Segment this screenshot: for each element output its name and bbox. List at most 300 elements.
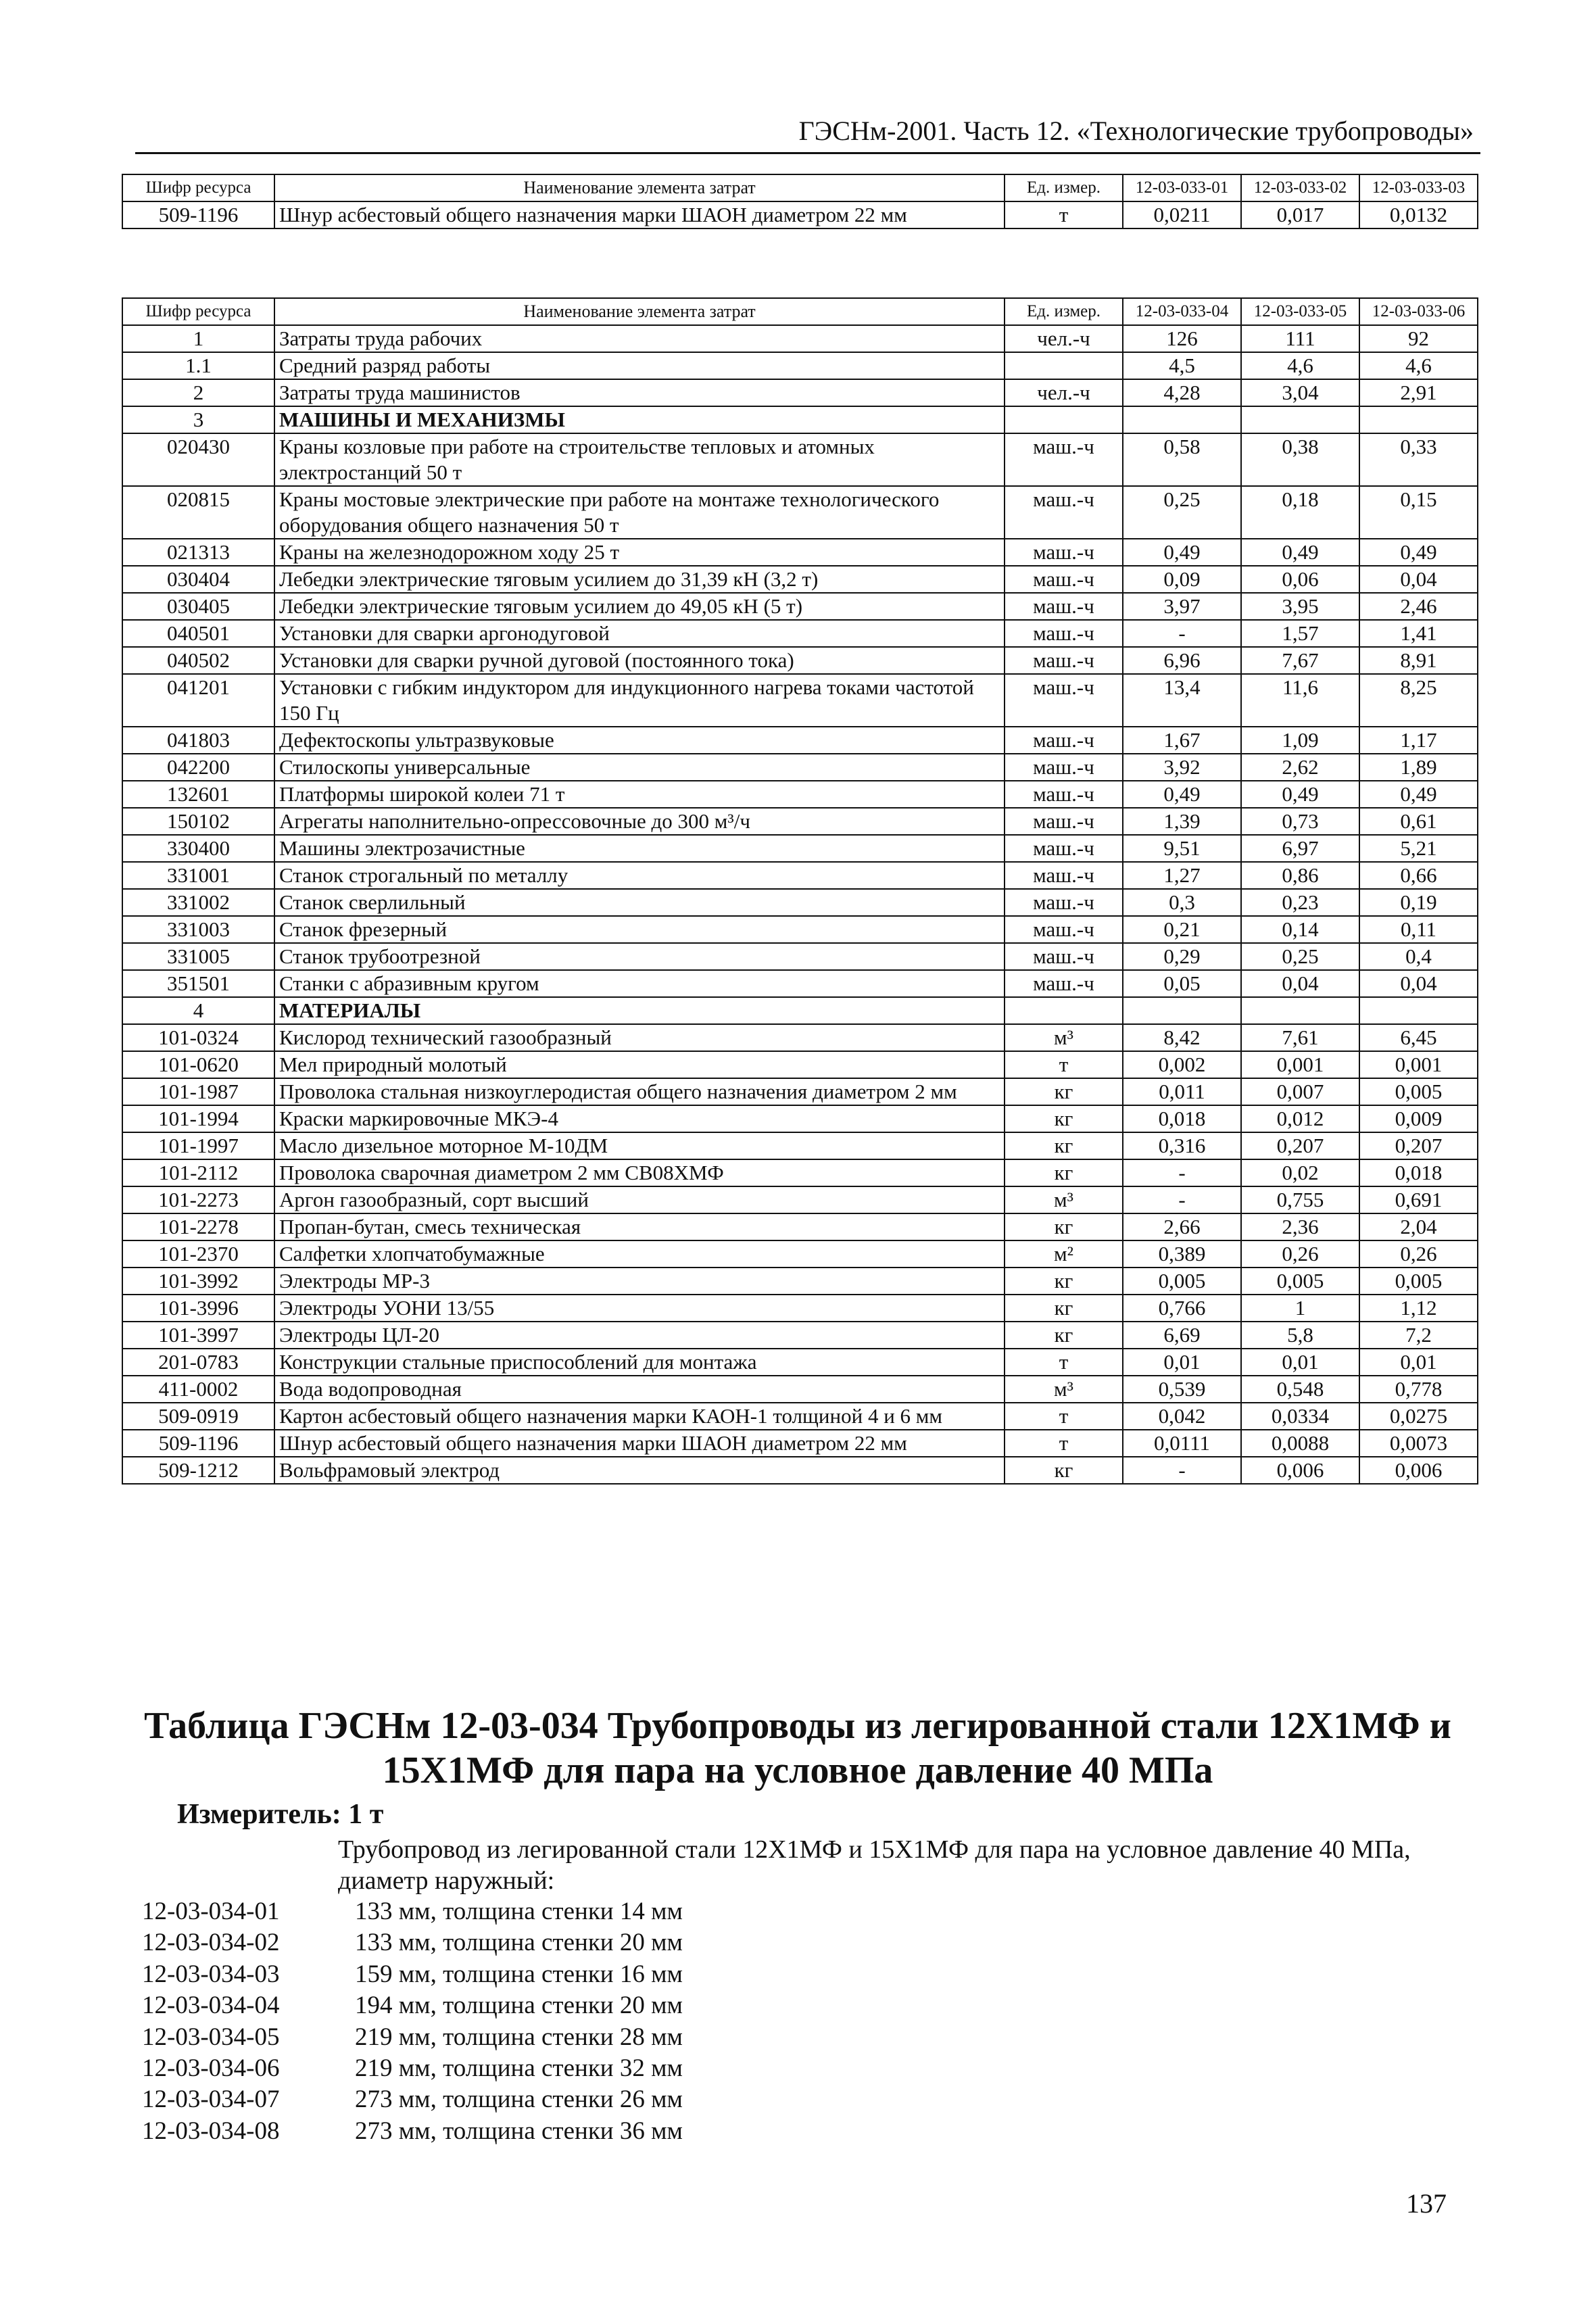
- row-value: 0,006: [1241, 1457, 1359, 1484]
- row-value: 5,8: [1241, 1322, 1359, 1349]
- row-code: 331002: [122, 889, 274, 916]
- table-row: [122, 835, 1478, 862]
- row-code: 351501: [122, 970, 274, 997]
- table-row: [122, 1186, 1478, 1213]
- row-value: -: [1123, 1457, 1241, 1484]
- running-header: ГЭСНм-2001. Часть 12. «Технологические трубопроводы»: [798, 116, 1474, 146]
- row-code: 331003: [122, 916, 274, 943]
- row-value: 0,38: [1241, 433, 1359, 486]
- row-unit: т: [1005, 1051, 1123, 1078]
- row-value: 0,09: [1123, 566, 1241, 593]
- row-value: 1: [1241, 1295, 1359, 1322]
- row-value: 0,49: [1123, 539, 1241, 566]
- row-value: 0,0132: [1359, 201, 1478, 228]
- row-value: 0,49: [1359, 781, 1478, 808]
- header-col-1: 12-03-033-01: [1123, 174, 1241, 201]
- row-value: [1359, 406, 1478, 433]
- table-row: [122, 1268, 1478, 1295]
- row-value: 4,6: [1359, 352, 1478, 379]
- row-name: Стилоскопы универсальные: [274, 754, 1005, 781]
- row-code: 042200: [122, 754, 274, 781]
- row-value: -: [1123, 1159, 1241, 1186]
- row-code: 041201: [122, 674, 274, 727]
- row-value: 92: [1359, 325, 1478, 352]
- row-value: 6,69: [1123, 1322, 1241, 1349]
- row-value: 0,01: [1123, 1349, 1241, 1376]
- row-value: 0,0334: [1241, 1403, 1359, 1430]
- row-unit: м²: [1005, 1240, 1123, 1268]
- row-name: Пропан-бутан, смесь техническая: [274, 1213, 1005, 1240]
- row-name: Салфетки хлопчатобумажные: [274, 1240, 1005, 1268]
- page-number: 137: [1406, 2188, 1447, 2219]
- row-value: 0,005: [1359, 1078, 1478, 1105]
- row-unit: [1005, 997, 1123, 1024]
- row-value: 0,005: [1359, 1268, 1478, 1295]
- row-code: 101-1987: [122, 1078, 274, 1105]
- section-row: [122, 997, 1478, 1024]
- row-code: 1: [122, 325, 274, 352]
- row-code: 101-1997: [122, 1132, 274, 1159]
- row-code: 030405: [122, 593, 274, 620]
- table-row: [122, 1295, 1478, 1322]
- row-unit: маш.-ч: [1005, 593, 1123, 620]
- table-row: [122, 1051, 1478, 1078]
- row-value: 0,29: [1123, 943, 1241, 970]
- row-unit: чел.-ч: [1005, 379, 1123, 406]
- item-text: 219 мм, толщина стенки 28 мм: [355, 2023, 683, 2051]
- row-unit: маш.-ч: [1005, 620, 1123, 647]
- measure-unit: Измеритель: 1 т: [177, 1799, 384, 1830]
- row-value: 0,25: [1123, 486, 1241, 539]
- row-value: 0,018: [1359, 1159, 1478, 1186]
- item-code: 12-03-034-08: [142, 2117, 280, 2145]
- row-unit: маш.-ч: [1005, 539, 1123, 566]
- table-row: [122, 325, 1478, 352]
- row-value: 3,92: [1123, 754, 1241, 781]
- row-value: 0,49: [1241, 781, 1359, 808]
- item-text: 273 мм, толщина стенки 36 мм: [355, 2117, 683, 2145]
- row-unit: кг: [1005, 1105, 1123, 1132]
- row-value: 0,778: [1359, 1376, 1478, 1403]
- row-code: 330400: [122, 835, 274, 862]
- row-value: 0,15: [1359, 486, 1478, 539]
- row-value: 8,25: [1359, 674, 1478, 727]
- row-unit: кг: [1005, 1078, 1123, 1105]
- row-name: Картон асбестовый общего назначения марки КАОН-1 толщиной 4 и 6 мм: [274, 1403, 1005, 1430]
- row-value: 1,39: [1123, 808, 1241, 835]
- row-value: 2,66: [1123, 1213, 1241, 1240]
- row-value: 0,389: [1123, 1240, 1241, 1268]
- row-code: 101-2273: [122, 1186, 274, 1213]
- row-code: 1.1: [122, 352, 274, 379]
- row-value: 1,12: [1359, 1295, 1478, 1322]
- header-name: Наименование элемента затрат: [274, 174, 1005, 201]
- row-value: 0,001: [1359, 1051, 1478, 1078]
- row-value: 2,04: [1359, 1213, 1478, 1240]
- row-name: Средний разряд работы: [274, 352, 1005, 379]
- row-unit: маш.-ч: [1005, 943, 1123, 970]
- list-item: [142, 1927, 683, 1958]
- table-row: [122, 1349, 1478, 1376]
- table-row: [122, 754, 1478, 781]
- row-value: 11,6: [1241, 674, 1359, 727]
- row-name: Станок трубоотрезной: [274, 943, 1005, 970]
- row-name: Агрегаты наполнительно-опрессовочные до 300 м³/ч: [274, 808, 1005, 835]
- row-unit: маш.-ч: [1005, 674, 1123, 727]
- row-value: 0,766: [1123, 1295, 1241, 1322]
- row-value: 0,61: [1359, 808, 1478, 835]
- row-value: 0,755: [1241, 1186, 1359, 1213]
- row-name: Масло дизельное моторное М-10ДМ: [274, 1132, 1005, 1159]
- header-name: Наименование элемента затрат: [274, 298, 1005, 325]
- row-unit: маш.-ч: [1005, 889, 1123, 916]
- row-value: 7,61: [1241, 1024, 1359, 1051]
- row-code: 020430: [122, 433, 274, 486]
- row-value: 0,007: [1241, 1078, 1359, 1105]
- row-value: 0,26: [1241, 1240, 1359, 1268]
- row-name: Вода водопроводная: [274, 1376, 1005, 1403]
- row-value: 0,58: [1123, 433, 1241, 486]
- row-code: 509-1212: [122, 1457, 274, 1484]
- row-unit: маш.-ч: [1005, 835, 1123, 862]
- row-value: 111: [1241, 325, 1359, 352]
- table-row: [122, 943, 1478, 970]
- row-value: 0,018: [1123, 1105, 1241, 1132]
- row-value: 0,3: [1123, 889, 1241, 916]
- row-unit: кг: [1005, 1457, 1123, 1484]
- row-unit: кг: [1005, 1322, 1123, 1349]
- list-item: [142, 2022, 683, 2053]
- table-row: [122, 1213, 1478, 1240]
- table-row: [122, 352, 1478, 379]
- table-row: [122, 1322, 1478, 1349]
- row-value: 13,4: [1123, 674, 1241, 727]
- header-code: Шифр ресурса: [122, 174, 274, 201]
- row-name: Краски маркировочные МКЭ-4: [274, 1105, 1005, 1132]
- table-row: [122, 916, 1478, 943]
- header-unit: Ед. измер.: [1005, 174, 1123, 201]
- row-code: 201-0783: [122, 1349, 274, 1376]
- row-unit: т: [1005, 1403, 1123, 1430]
- row-value: -: [1123, 620, 1241, 647]
- row-code: 101-2278: [122, 1213, 274, 1240]
- row-code: 101-0620: [122, 1051, 274, 1078]
- row-value: 0,11: [1359, 916, 1478, 943]
- row-name: Электроды ЦЛ-20: [274, 1322, 1005, 1349]
- row-code: 3: [122, 406, 274, 433]
- row-unit: маш.-ч: [1005, 433, 1123, 486]
- row-value: 0,0088: [1241, 1430, 1359, 1457]
- row-name: Краны на железнодорожном ходу 25 т: [274, 539, 1005, 566]
- item-list: [142, 1896, 683, 2147]
- row-value: 1,89: [1359, 754, 1478, 781]
- row-code: 101-2112: [122, 1159, 274, 1186]
- row-value: 2,36: [1241, 1213, 1359, 1240]
- row-name: МАШИНЫ И МЕХАНИЗМЫ: [274, 406, 1005, 433]
- table-row: [122, 1159, 1478, 1186]
- row-value: 0,0073: [1359, 1430, 1478, 1457]
- row-name: Установки с гибким индуктором для индукционного нагрева токами частотой 150 Гц: [274, 674, 1005, 727]
- row-code: 101-2370: [122, 1240, 274, 1268]
- section-row: [122, 406, 1478, 433]
- row-name: Шнур асбестовый общего назначения марки ШАОН диаметром 22 мм: [274, 201, 1005, 228]
- item-code: 12-03-034-03: [142, 1960, 280, 1988]
- row-unit: маш.-ч: [1005, 727, 1123, 754]
- row-value: 0,011: [1123, 1078, 1241, 1105]
- row-name: Станок строгальный по металлу: [274, 862, 1005, 889]
- row-value: 3,04: [1241, 379, 1359, 406]
- row-name: Установки для сварки аргонодуговой: [274, 620, 1005, 647]
- row-value: [1123, 997, 1241, 1024]
- row-value: 0,0211: [1123, 201, 1241, 228]
- row-unit: т: [1005, 201, 1123, 228]
- row-value: 3,97: [1123, 593, 1241, 620]
- row-value: 0,19: [1359, 889, 1478, 916]
- row-name: Краны козловые при работе на строительстве тепловых и атомных электростанций 50 т: [274, 433, 1005, 486]
- table-row: [122, 1376, 1478, 1403]
- row-value: 1,67: [1123, 727, 1241, 754]
- list-item: [142, 1990, 683, 2021]
- row-code: 509-1196: [122, 201, 274, 228]
- row-value: 0,548: [1241, 1376, 1359, 1403]
- item-text: 133 мм, толщина стенки 20 мм: [355, 1929, 683, 1957]
- row-unit: маш.-ч: [1005, 486, 1123, 539]
- table-row: [122, 674, 1478, 727]
- row-unit: т: [1005, 1349, 1123, 1376]
- table-033-01-03: [122, 174, 1478, 229]
- row-unit: маш.-ч: [1005, 647, 1123, 674]
- row-code: 030404: [122, 566, 274, 593]
- table-row: [122, 201, 1478, 228]
- row-name: Лебедки электрические тяговым усилием до 49,05 кН (5 т): [274, 593, 1005, 620]
- row-value: 2,91: [1359, 379, 1478, 406]
- row-name: Затраты труда машинистов: [274, 379, 1005, 406]
- row-code: 150102: [122, 808, 274, 835]
- row-name: Аргон газообразный, сорт высший: [274, 1186, 1005, 1213]
- row-value: 0,02: [1241, 1159, 1359, 1186]
- table-row: [122, 1078, 1478, 1105]
- row-value: 0,05: [1123, 970, 1241, 997]
- row-code: 040501: [122, 620, 274, 647]
- table-033-04-06: [122, 297, 1478, 1485]
- row-value: 1,17: [1359, 727, 1478, 754]
- row-name: МАТЕРИАЛЫ: [274, 997, 1005, 1024]
- row-value: 2,46: [1359, 593, 1478, 620]
- row-code: 411-0002: [122, 1376, 274, 1403]
- row-value: 0,86: [1241, 862, 1359, 889]
- row-value: 0,005: [1241, 1268, 1359, 1295]
- row-value: 0,23: [1241, 889, 1359, 916]
- table-row: [122, 727, 1478, 754]
- row-code: 2: [122, 379, 274, 406]
- row-value: 8,91: [1359, 647, 1478, 674]
- row-value: 1,27: [1123, 862, 1241, 889]
- row-code: 101-3997: [122, 1322, 274, 1349]
- table-row: [122, 1105, 1478, 1132]
- row-value: 0,49: [1241, 539, 1359, 566]
- list-item: [142, 1959, 683, 1990]
- row-value: 6,96: [1123, 647, 1241, 674]
- row-name: Проволока стальная низкоуглеродистая общего назначения диаметром 2 мм: [274, 1078, 1005, 1105]
- table-row: [122, 379, 1478, 406]
- row-name: Платформы широкой колеи 71 т: [274, 781, 1005, 808]
- row-value: 0,009: [1359, 1105, 1478, 1132]
- list-item: [142, 2053, 683, 2084]
- row-value: 8,42: [1123, 1024, 1241, 1051]
- row-unit: кг: [1005, 1159, 1123, 1186]
- row-code: 101-0324: [122, 1024, 274, 1051]
- table-row: [122, 862, 1478, 889]
- item-code: 12-03-034-02: [142, 1929, 280, 1957]
- header-code: Шифр ресурса: [122, 298, 274, 325]
- row-unit: маш.-ч: [1005, 862, 1123, 889]
- row-name: Дефектоскопы ультразвуковые: [274, 727, 1005, 754]
- row-value: 0,14: [1241, 916, 1359, 943]
- table-row: [122, 1403, 1478, 1430]
- header-col-2: 12-03-033-02: [1241, 174, 1359, 201]
- row-unit: [1005, 406, 1123, 433]
- header-col-4: 12-03-033-04: [1123, 298, 1241, 325]
- row-name: Краны мостовые электрические при работе на монтаже технологического оборудования общего назначения 50 т: [274, 486, 1005, 539]
- table-row: [122, 1240, 1478, 1268]
- row-unit: маш.-ч: [1005, 808, 1123, 835]
- row-code: 101-3992: [122, 1268, 274, 1295]
- row-unit: [1005, 352, 1123, 379]
- row-value: 126: [1123, 325, 1241, 352]
- row-value: 0,042: [1123, 1403, 1241, 1430]
- row-code: 101-1994: [122, 1105, 274, 1132]
- row-value: -: [1123, 1186, 1241, 1213]
- row-name: Станок фрезерный: [274, 916, 1005, 943]
- row-value: 0,0275: [1359, 1403, 1478, 1430]
- row-value: 9,51: [1123, 835, 1241, 862]
- row-value: 0,002: [1123, 1051, 1241, 1078]
- item-text: 194 мм, толщина стенки 20 мм: [355, 1992, 683, 2020]
- row-name: Электроды УОНИ 13/55: [274, 1295, 1005, 1322]
- item-text: 219 мм, толщина стенки 32 мм: [355, 2054, 683, 2083]
- item-text: 273 мм, толщина стенки 26 мм: [355, 2085, 683, 2114]
- row-name: Затраты труда рабочих: [274, 325, 1005, 352]
- row-value: 0,04: [1359, 566, 1478, 593]
- header-rule: [135, 152, 1480, 154]
- row-value: [1123, 406, 1241, 433]
- row-code: 040502: [122, 647, 274, 674]
- row-value: 2,62: [1241, 754, 1359, 781]
- row-name: Вольфрамовый электрод: [274, 1457, 1005, 1484]
- row-value: 0,04: [1241, 970, 1359, 997]
- table-row: [122, 433, 1478, 486]
- row-code: 041803: [122, 727, 274, 754]
- row-value: 1,09: [1241, 727, 1359, 754]
- row-name: Электроды МР-3: [274, 1268, 1005, 1295]
- row-value: 0,006: [1359, 1457, 1478, 1484]
- row-value: 0,06: [1241, 566, 1359, 593]
- row-value: [1359, 997, 1478, 1024]
- item-code: 12-03-034-04: [142, 1992, 280, 2020]
- row-name: Проволока сварочная диаметром 2 мм СВ08ХМФ: [274, 1159, 1005, 1186]
- header-col-5: 12-03-033-05: [1241, 298, 1359, 325]
- row-value: 6,97: [1241, 835, 1359, 862]
- row-value: [1241, 997, 1359, 1024]
- row-name: Станок сверлильный: [274, 889, 1005, 916]
- table-row: [122, 539, 1478, 566]
- row-unit: т: [1005, 1430, 1123, 1457]
- table-row: [122, 1132, 1478, 1159]
- row-value: 7,67: [1241, 647, 1359, 674]
- table-row: [122, 1430, 1478, 1457]
- row-value: 0,017: [1241, 201, 1359, 228]
- row-code: 509-1196: [122, 1430, 274, 1457]
- item-code: 12-03-034-07: [142, 2085, 280, 2114]
- row-value: 0,539: [1123, 1376, 1241, 1403]
- table-title: Таблица ГЭСНм 12-03-034 Трубопроводы из легированной стали 12Х1МФ и 15Х1МФ для пара на условное давление 40 МПа: [144, 1705, 1451, 1791]
- row-value: 1,57: [1241, 620, 1359, 647]
- row-code: 101-3996: [122, 1295, 274, 1322]
- row-code: 4: [122, 997, 274, 1024]
- table-row: [122, 1024, 1478, 1051]
- row-value: 4,5: [1123, 352, 1241, 379]
- row-value: 6,45: [1359, 1024, 1478, 1051]
- row-value: 0,0111: [1123, 1430, 1241, 1457]
- row-value: 7,2: [1359, 1322, 1478, 1349]
- item-text: 133 мм, толщина стенки 14 мм: [355, 1898, 683, 1925]
- item-code: 12-03-034-05: [142, 2023, 280, 2051]
- row-unit: маш.-ч: [1005, 970, 1123, 997]
- row-unit: маш.-ч: [1005, 566, 1123, 593]
- row-name: Станки с абразивным кругом: [274, 970, 1005, 997]
- row-value: 0,66: [1359, 862, 1478, 889]
- row-code: 132601: [122, 781, 274, 808]
- row-value: 0,04: [1359, 970, 1478, 997]
- row-unit: кг: [1005, 1268, 1123, 1295]
- row-value: 0,207: [1241, 1132, 1359, 1159]
- row-unit: м³: [1005, 1024, 1123, 1051]
- row-value: 0,01: [1359, 1349, 1478, 1376]
- row-code: 509-0919: [122, 1403, 274, 1430]
- row-unit: м³: [1005, 1186, 1123, 1213]
- row-value: 0,01: [1241, 1349, 1359, 1376]
- item-code: 12-03-034-01: [142, 1898, 280, 1925]
- header-unit: Ед. измер.: [1005, 298, 1123, 325]
- table-row: [122, 566, 1478, 593]
- table-row: [122, 889, 1478, 916]
- table-row: [122, 486, 1478, 539]
- row-code: 331005: [122, 943, 274, 970]
- table-header-row: [122, 298, 1478, 325]
- row-name: Кислород технический газообразный: [274, 1024, 1005, 1051]
- row-name: Установки для сварки ручной дуговой (постоянного тока): [274, 647, 1005, 674]
- item-code: 12-03-034-06: [142, 2054, 280, 2083]
- row-value: 4,6: [1241, 352, 1359, 379]
- table-row: [122, 781, 1478, 808]
- row-value: 4,28: [1123, 379, 1241, 406]
- list-item: [142, 2084, 683, 2115]
- row-value: 0,316: [1123, 1132, 1241, 1159]
- row-value: 0,207: [1359, 1132, 1478, 1159]
- table-row: [122, 970, 1478, 997]
- row-value: 0,012: [1241, 1105, 1359, 1132]
- row-unit: чел.-ч: [1005, 325, 1123, 352]
- row-value: 0,26: [1359, 1240, 1478, 1268]
- row-value: 1,41: [1359, 620, 1478, 647]
- row-unit: кг: [1005, 1213, 1123, 1240]
- row-unit: маш.-ч: [1005, 916, 1123, 943]
- row-value: 0,49: [1123, 781, 1241, 808]
- table-row: [122, 620, 1478, 647]
- row-value: 5,21: [1359, 835, 1478, 862]
- table-row: [122, 593, 1478, 620]
- row-unit: кг: [1005, 1295, 1123, 1322]
